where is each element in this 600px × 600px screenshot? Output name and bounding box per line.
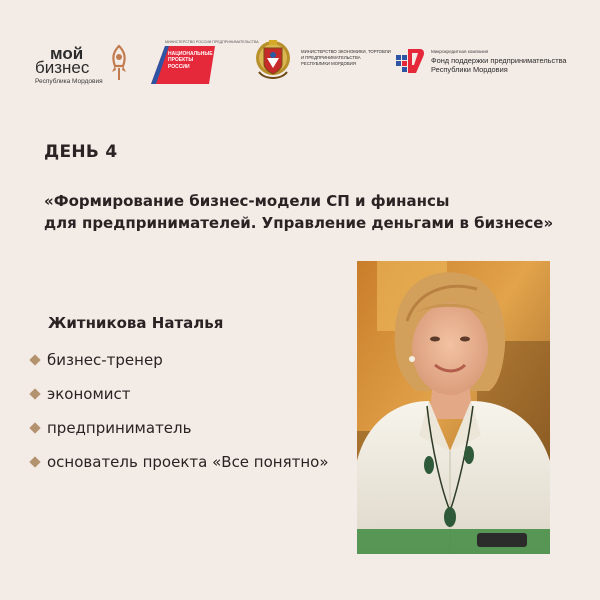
fund-name-line2: Республики Мордовия	[431, 65, 508, 74]
diamond-bullet-icon	[29, 456, 40, 467]
diamond-bullet-icon	[29, 354, 40, 365]
role-item	[30, 411, 329, 445]
national-projects-logo	[151, 40, 259, 84]
role-item	[30, 343, 329, 377]
rocket-pin-icon	[107, 44, 131, 84]
role-text: экономист	[47, 385, 131, 403]
fund-mosaic-icon	[394, 45, 426, 77]
fund-type: Микрокредитная компания	[431, 49, 489, 54]
coat-of-arms-icon	[253, 38, 293, 84]
ministry-name: МИНИСТЕРСТВО ЭКОНОМИКИ, ТОРГОВЛИ И ПРЕДПРИНИМАТЕЛЬСТВА РЕСПУБЛИКИ МОРДОВИЯ	[301, 49, 391, 67]
diamond-bullet-icon	[29, 388, 40, 399]
topic-title	[44, 190, 553, 234]
ministry-logo	[253, 38, 393, 84]
moi-biznes-logo-line1: мой	[50, 44, 84, 63]
national-projects-header: МИНИСТЕРСТВО РОССИИ ПРЕДПРИНИМАТЕЛЬСТВА	[165, 40, 259, 44]
role-text: основатель проекта «Все понятно»	[47, 453, 329, 471]
day-title: ДЕНЬ 4	[44, 142, 118, 162]
topic-line-2: для предпринимателей. Управление деньгами в бизнесе»	[44, 214, 554, 232]
role-text: бизнес-тренер	[47, 351, 163, 369]
topic-line-1: «Формирование бизнес-модели СП и финансы	[44, 192, 450, 210]
moi-biznes-logo-region: Республика Мордовия	[35, 78, 103, 85]
speaker-name: Житникова Наталья	[48, 314, 224, 332]
fund-name-line1: Фонд поддержки предпринимательства	[431, 56, 567, 65]
moi-biznes-logo-line2: бизнес	[35, 58, 90, 77]
national-projects-text: НАЦИОНАЛЬНЫЕ ПРОЕКТЫ РОССИИ	[168, 51, 213, 70]
moi-biznes-logo	[35, 44, 130, 89]
speaker-roles	[30, 343, 329, 479]
diamond-bullet-icon	[29, 422, 40, 433]
role-item	[30, 445, 329, 479]
role-item	[30, 377, 329, 411]
fund-logo	[394, 45, 584, 81]
speaker-photo	[357, 261, 550, 554]
role-text: предприниматель	[47, 419, 192, 437]
logo-bar	[0, 0, 600, 100]
